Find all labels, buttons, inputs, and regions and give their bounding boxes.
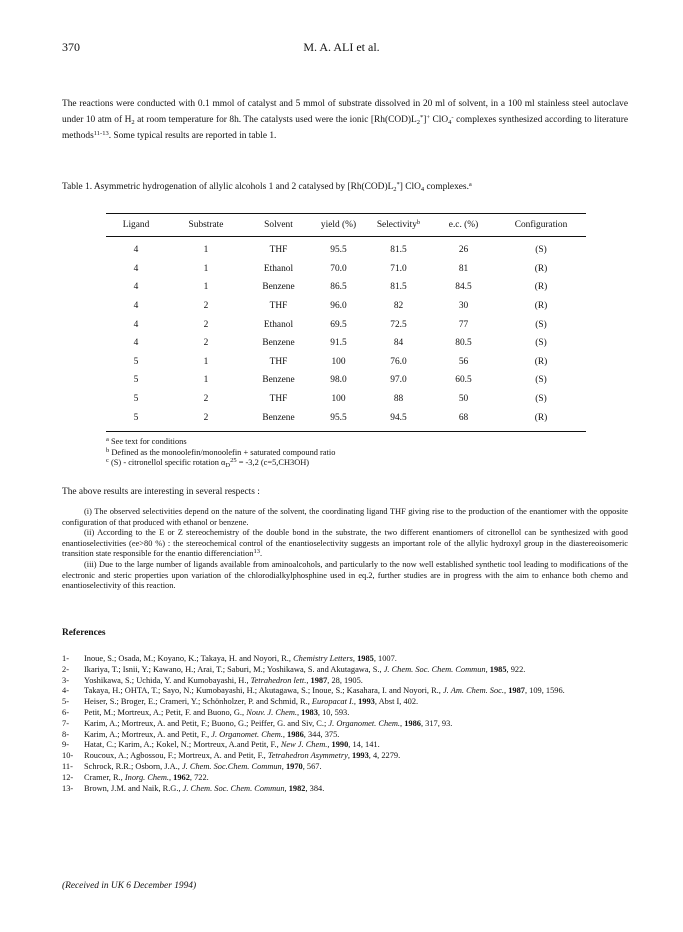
- reference-separator: ,: [282, 729, 288, 739]
- reference-year: 1986: [404, 718, 421, 728]
- cell-selectivity: 82: [393, 301, 404, 312]
- reference-pages: , 567.: [302, 761, 322, 771]
- reference-item: [62, 654, 630, 665]
- footnote-c: [106, 458, 335, 469]
- reference-text: [84, 697, 630, 708]
- page-number: 370: [62, 40, 80, 54]
- reference-journal: J. Chem. Soc. Chem. Commun: [383, 664, 486, 674]
- reference-journal: Europacat I.: [311, 697, 354, 707]
- col-header-selectivity: [366, 214, 431, 237]
- footnote-a: [106, 437, 335, 448]
- cell-ee: 80.5: [455, 338, 472, 349]
- reference-authors: Heiser, S.; Broger, E.; Crameri, Y.; Schönholzer, P. and Schmid, R.,: [84, 697, 312, 707]
- table-row: [106, 278, 586, 297]
- reference-number: 3-: [62, 675, 69, 685]
- selectivity-note-marker: b: [416, 219, 421, 226]
- selectivity-label: Selectivity: [376, 220, 417, 230]
- col-header-ligand: Ligand: [106, 214, 166, 237]
- reference-text: [84, 676, 630, 687]
- reference-pages: , 384.: [305, 783, 325, 793]
- cell-solvent: THF: [269, 356, 288, 367]
- cell-substrate: 1: [203, 375, 209, 386]
- reference-pages: , 14, 141.: [348, 740, 380, 750]
- reference-authors: Ikariya, T.; Isnii, Y.; Kawano, H.; Arai, T.; Saburi, M.; Yoshikawa, S. and Akutagawa, S.,: [84, 664, 384, 674]
- reference-journal: J. Organomet. Chem.: [328, 718, 400, 728]
- footnote-c-superscript: 25: [230, 457, 237, 464]
- reference-authors: Takaya, H.; OHTA, T.; Sayo, N.; Kumobayashi, H.; Akutagawa, S.; Inoue, S.; Kasahara, I. and Noyori, R.,: [84, 686, 443, 696]
- reference-year: 1970: [285, 761, 303, 771]
- discussion-body: [62, 507, 628, 592]
- cell-ee: 68: [431, 408, 496, 431]
- cell-ee: 77: [458, 319, 469, 330]
- cell-yield: 96.0: [330, 301, 347, 312]
- l2-subscript: 2: [416, 119, 420, 126]
- reference-item: [62, 762, 630, 773]
- cell-ligand: 4: [133, 282, 139, 293]
- reference-number: 5-: [62, 697, 69, 707]
- reference-item: [62, 719, 630, 730]
- cell-configuration: (R): [534, 356, 548, 367]
- reference-text: [84, 654, 630, 665]
- cell-ligand: 4: [133, 301, 139, 312]
- reference-pages: , 1007.: [373, 654, 397, 663]
- reference-item: [62, 676, 630, 687]
- col-header-yield: yield (%): [311, 214, 366, 237]
- reference-journal: J. Organomet. Chem.: [211, 729, 283, 739]
- reference-year: 1990: [331, 740, 349, 750]
- reference-pages: , 10, 593.: [317, 707, 350, 717]
- footnote-c-text-2: = -3,2 (c=5,CH3OH): [236, 458, 310, 467]
- cell-yield: 95.5: [330, 245, 347, 256]
- cell-substrate: 2: [203, 394, 209, 405]
- reference-text: [84, 719, 630, 730]
- cell-ee: 60.5: [455, 375, 472, 386]
- reference-pages: , 317, 93.: [420, 718, 453, 728]
- cell-yield: 91.5: [330, 338, 347, 349]
- footnote-c-subscript: D: [225, 462, 231, 469]
- table-row: [106, 371, 586, 390]
- footnote-b-text: Defined as the monoolefin/monoolefin + saturated compound ratio: [109, 447, 336, 457]
- l2-superscript: *: [419, 114, 424, 121]
- reference-separator: ,: [504, 686, 509, 696]
- caption-text-3: complexes.: [424, 182, 469, 192]
- cell-substrate: 2: [203, 319, 209, 330]
- cell-substrate: 1: [203, 282, 209, 293]
- reference-pages: , 4, 2279.: [368, 751, 401, 761]
- table-caption: [62, 182, 642, 192]
- intro-text-1: The reactions were conducted with 0.1 mmol of catalyst and 5 mmol of substrate dissolved in 20 ml of solvent, in a 100 ml stainless steel autoclave under 10 atm of H: [62, 99, 628, 125]
- reference-number: 10-: [62, 751, 74, 761]
- cell-ligand: 4: [133, 263, 139, 274]
- cell-solvent: Benzene: [262, 282, 295, 293]
- cell-selectivity: 81.5: [390, 245, 407, 256]
- cell-selectivity: 94.5: [366, 408, 431, 431]
- reference-item: [62, 751, 630, 762]
- reference-authors: Yoshikawa, S.; Uchida, Y. and Kumobayashi, H.,: [84, 675, 251, 685]
- cell-ligand: 5: [133, 394, 139, 405]
- reference-text: [84, 784, 630, 795]
- reference-journal: Chemistry Letters: [293, 654, 353, 663]
- reference-number: 12-: [62, 772, 74, 782]
- cell-ligand: 4: [133, 245, 139, 256]
- reference-text: [84, 686, 630, 697]
- cell-substrate: 2: [203, 338, 209, 349]
- reference-authors: Hatat, C.; Karim, A.; Kokel, N.; Mortreux, A.and Petit, F.,: [84, 740, 281, 750]
- cell-yield: 86.5: [330, 282, 347, 293]
- reference-journal: Inorg. Chem.: [124, 772, 169, 782]
- table-row: [106, 390, 586, 409]
- cell-selectivity: 81.5: [390, 282, 407, 293]
- reference-year: 1985: [489, 664, 507, 674]
- table-header-row: [106, 214, 586, 237]
- cell-yield: 95.5: [311, 408, 366, 431]
- reference-authors: Inoue, S.; Osada, M.; Koyano, K.; Takaya, H. and Noyori, R.,: [84, 654, 294, 663]
- reference-year: 1985: [357, 654, 374, 663]
- caption-note-marker: a: [468, 181, 472, 188]
- reference-number: 9-: [62, 740, 69, 750]
- cell-ee: 30: [458, 301, 469, 312]
- reference-authors: Roucoux, A.; Agbossou, F.; Mortreux, A. and Petit, F.,: [84, 751, 268, 761]
- reference-journal: Tetrahedron Asymmetry: [267, 751, 348, 761]
- results-table: [106, 213, 586, 432]
- reference-separator: ,: [347, 751, 352, 761]
- discussion-point-2-ref: 13: [253, 548, 260, 556]
- reference-item: [62, 730, 630, 741]
- reference-authors: Schrock, R.R.; Osborn, J.A.,: [84, 761, 182, 771]
- reference-number: 7-: [62, 718, 69, 728]
- reference-journal: J. Chem. Soc.Chem. Commun: [181, 761, 282, 771]
- cell-substrate: 1: [203, 356, 209, 367]
- table-footnotes: [106, 437, 335, 469]
- reference-year: 1962: [173, 772, 190, 782]
- cell-solvent: Ethanol: [263, 319, 294, 330]
- reference-text: [84, 762, 630, 773]
- cell-selectivity: 76.0: [390, 356, 407, 367]
- reference-separator: ,: [353, 697, 359, 707]
- table-row: [106, 334, 586, 353]
- reference-year: 1993: [358, 697, 375, 707]
- cell-yield: 100: [331, 356, 346, 367]
- cell-substrate: 2: [166, 408, 246, 431]
- cell-ligand: 4: [133, 319, 139, 330]
- cell-configuration: (S): [535, 394, 547, 405]
- reference-number: 2-: [62, 664, 69, 674]
- table-row: [106, 408, 586, 431]
- reference-number: 1-: [62, 654, 69, 663]
- cell-configuration: (S): [535, 338, 547, 349]
- table-row: [106, 297, 586, 316]
- cell-ee: 26: [458, 245, 469, 256]
- cell-solvent: THF: [269, 301, 288, 312]
- reference-separator: ,: [168, 772, 174, 782]
- intro-text-5: complexes synthesized according to literature methods: [62, 115, 628, 141]
- intro-text-6: . Some typical results are reported in table 1.: [108, 131, 277, 141]
- reference-year: 1982: [288, 783, 306, 793]
- reference-authors: Karim, A.; Mortreux, A. and Petit, F.; Buono, G.; Peiffer, G. and Siv, C.;: [84, 718, 329, 728]
- cell-solvent: Benzene: [262, 338, 295, 349]
- clo4-subscript: 4: [448, 119, 452, 126]
- cell-selectivity: 88: [393, 394, 404, 405]
- cell-ee: 81: [458, 263, 469, 274]
- running-title: M. A. ALI et al.: [303, 40, 380, 54]
- reference-text: [84, 773, 630, 784]
- reference-item: [62, 773, 630, 784]
- reference-authors: Cramer, R.,: [84, 772, 125, 782]
- cell-substrate: 1: [203, 245, 209, 256]
- cell-yield: 69.5: [330, 319, 347, 330]
- reference-item: [62, 740, 630, 751]
- discussion-point-2-text: (ii) According to the E or Z stereochemistry of the double bond in the substrate, the two different enantiomers of citronellol can be synthesized with good enantioselectivities (ee>80 %) : the stereochemical control of the enantioselectivity suggests an important role of the allylic hydroxyl group in the diastereoisomeric transition state responsible for the enantio differenciation: [62, 528, 628, 559]
- reference-separator: ,: [284, 783, 289, 793]
- intro-paragraph: [62, 96, 628, 144]
- reference-number: 11-: [62, 761, 73, 771]
- cell-ee: 50: [458, 394, 469, 405]
- references-heading: References: [62, 628, 106, 638]
- reference-pages: , 344, 375.: [303, 729, 340, 739]
- reference-superscript: 11-13: [93, 130, 109, 137]
- reference-separator: ,: [281, 761, 286, 771]
- cell-selectivity: 71.0: [390, 263, 407, 274]
- reference-item: [62, 708, 630, 719]
- reference-separator: ,: [327, 740, 332, 750]
- cell-configuration: (S): [535, 319, 547, 330]
- reference-journal: New J. Chem.: [280, 740, 328, 750]
- cell-selectivity: 97.0: [390, 375, 407, 386]
- reference-authors: Karim, A.; Mortreux, A. and Petit, F.,: [84, 729, 212, 739]
- table-row: [106, 260, 586, 279]
- cell-substrate: 2: [203, 301, 209, 312]
- col-header-configuration: Configuration: [496, 214, 586, 237]
- discussion-point-1: (i) The observed selectivities depend on the nature of the solvent, the coordinating ligand THF giving rise to the production of the enantiomer with the opposite configuration of that produced with ethanol or benzene.: [62, 507, 628, 527]
- table-row: [106, 237, 586, 260]
- caption-subscript: 2: [393, 186, 397, 193]
- cell-selectivity: 84: [393, 338, 404, 349]
- reference-separator: ,: [352, 654, 358, 663]
- table-body: [106, 237, 586, 432]
- cell-configuration: (S): [535, 245, 547, 256]
- cell-ligand: 5: [133, 356, 139, 367]
- reference-item: [62, 784, 630, 795]
- reference-year: 1986: [287, 729, 304, 739]
- reference-item: [62, 686, 630, 697]
- cell-yield: 70.0: [330, 263, 347, 274]
- reference-year: 1993: [352, 751, 369, 761]
- reference-journal: Tetrahedron lett.: [250, 675, 307, 685]
- footnote-c-text-1: (S) - citronellol specific rotation α: [108, 458, 226, 467]
- intro-text-4: ClO: [430, 115, 449, 125]
- footnote-c-marker: c: [106, 457, 109, 464]
- cell-ligand: 5: [106, 408, 166, 431]
- reference-year: 1983: [301, 707, 318, 717]
- caption-superscript: *: [396, 181, 400, 188]
- cell-configuration: (R): [534, 301, 548, 312]
- col-header-ee: e.c. (%): [431, 214, 496, 237]
- cell-solvent: Benzene: [246, 408, 311, 431]
- reference-separator: ,: [485, 664, 490, 674]
- reference-number: 6-: [62, 707, 69, 717]
- cell-configuration: (S): [535, 375, 547, 386]
- reference-pages: , 109, 1596.: [524, 686, 565, 696]
- h2-subscript: 2: [131, 119, 135, 126]
- discussion-lead: The above results are interesting in several respects :: [62, 487, 260, 497]
- footnote-a-text: See text for conditions: [108, 437, 187, 446]
- reference-authors: Brown, J.M. and Naik, R.G.,: [84, 783, 183, 793]
- discussion-point-3: (iii) Due to the large number of ligands available from aminoalcohols, and particularly to the now well established synthetic tool leading to modifications of the electronic and steric properties upon variation of the chlorodialkylphosphine used in eq.2, further studies are in progress with the aim to enhance both chemo and enantioselectivity of this reaction.: [62, 559, 628, 591]
- reference-number: 4-: [62, 686, 69, 696]
- caption-text-1: Table 1. Asymmetric hydrogenation of allylic alcohols 1 and 2 catalysed by [Rh(COD)L: [62, 182, 394, 192]
- footnote-b: [106, 448, 335, 459]
- cell-solvent: Benzene: [262, 375, 295, 386]
- reference-text: [84, 740, 630, 751]
- cell-yield: 100: [331, 394, 346, 405]
- cell-configuration: (R): [534, 282, 548, 293]
- cell-ee: 84.5: [455, 282, 472, 293]
- reference-journal: J. Am. Chem. Soc.: [442, 686, 504, 696]
- intro-text-3: ]: [423, 115, 427, 125]
- cell-ligand: 4: [133, 338, 139, 349]
- plus-superscript: +: [426, 114, 431, 121]
- cell-selectivity: 72.5: [390, 319, 407, 330]
- reference-separator: ,: [296, 707, 302, 717]
- reference-journal: J. Chem. Soc. Chem. Commun: [182, 783, 285, 793]
- footnote-b-marker: b: [106, 446, 110, 454]
- caption-subscript-2: 4: [420, 186, 425, 193]
- reference-year: 1987: [310, 675, 328, 685]
- cell-solvent: THF: [269, 394, 288, 405]
- received-line: (Received in UK 6 December 1994): [62, 881, 197, 891]
- reference-pages: , 722.: [189, 772, 209, 782]
- references-list: [62, 654, 630, 794]
- cell-substrate: 1: [203, 263, 209, 274]
- reference-text: [84, 708, 630, 719]
- reference-number: 8-: [62, 729, 69, 739]
- reference-journal: Nouv. J. Chem.: [246, 707, 297, 717]
- cell-solvent: THF: [269, 245, 288, 256]
- cell-configuration: (R): [534, 263, 548, 274]
- reference-text: [84, 751, 630, 762]
- table-row: [106, 353, 586, 372]
- col-header-solvent: Solvent: [246, 214, 311, 237]
- reference-pages: , 28, 1905.: [327, 675, 363, 685]
- reference-year: 1987: [508, 686, 525, 696]
- reference-pages: , 922.: [506, 664, 526, 674]
- cell-ligand: 5: [133, 375, 139, 386]
- footnote-a-marker: a: [106, 436, 109, 443]
- table-row: [106, 315, 586, 334]
- reference-authors: Petit, M.; Mortreux, A.; Petit, F. and Buono, G.,: [84, 707, 247, 717]
- minus-superscript: -: [451, 114, 454, 121]
- reference-pages: , Abst I, 402.: [374, 697, 419, 707]
- intro-text-2: at room temperature for 8h. The catalysts used were the ionic [Rh(COD)L: [134, 115, 417, 125]
- cell-yield: 98.0: [330, 375, 347, 386]
- cell-ee: 56: [458, 356, 469, 367]
- reference-separator: ,: [306, 675, 311, 685]
- caption-text-2: ] ClO: [399, 182, 421, 192]
- col-header-substrate: Substrate: [166, 214, 246, 237]
- cell-configuration: (R): [496, 408, 586, 431]
- reference-text: [84, 730, 630, 741]
- reference-item: [62, 697, 630, 708]
- reference-separator: ,: [400, 718, 405, 728]
- discussion-point-2: [62, 528, 628, 560]
- reference-item: [62, 665, 630, 676]
- discussion-point-2-end: .: [259, 549, 263, 559]
- reference-number: 13-: [62, 783, 74, 793]
- cell-solvent: Ethanol: [263, 263, 294, 274]
- reference-text: [84, 665, 630, 676]
